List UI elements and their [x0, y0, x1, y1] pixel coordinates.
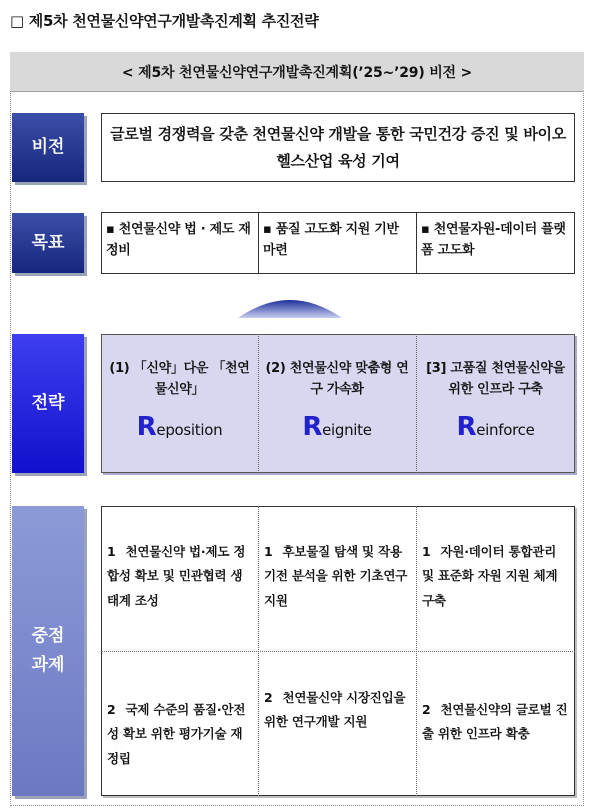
- goal-item: ▪ 천연물자원-데이터 플랫폼 고도화: [416, 212, 575, 274]
- strategy-item: [258, 334, 416, 473]
- task-text: 자원·데이터 통합관리 및 표준화 자원 지원 체계 구축: [422, 544, 558, 608]
- task-item: [258, 540, 416, 613]
- strategy-title: (1) 「신약」다운 「천연물신약」: [109, 360, 250, 397]
- tasks-label-line1: 중점: [31, 626, 65, 647]
- task-item: [416, 540, 575, 613]
- task-number: 2: [107, 702, 116, 717]
- task-item: [416, 698, 575, 747]
- task-text: 후보물질 탐색 및 작용기전 분석을 위한 기초연구 지원: [264, 544, 408, 608]
- task-number: 1: [107, 544, 116, 559]
- task-number: 2: [422, 702, 431, 717]
- task-number: 1: [422, 544, 431, 559]
- goal-label: 목표: [12, 213, 84, 273]
- task-number: 1: [264, 544, 273, 559]
- task-number: 2: [264, 690, 273, 705]
- task-text: 천연물신약 법·제도 정합성 확보 및 민관협력 생태계 조성: [107, 544, 246, 608]
- task-text: 국제 수준의 품질·안전성 확보 위한 평가기술 재정립: [107, 702, 246, 766]
- goal-item: ▪ 천연물신약 법 · 제도 재정비: [101, 212, 259, 274]
- strategy-item: [416, 334, 575, 473]
- strategy-keyword: Reinforce: [456, 411, 535, 442]
- up-arrow-icon: [238, 288, 342, 318]
- tasks-label: [12, 506, 84, 796]
- strategy-label: 전략: [12, 334, 84, 473]
- goal-item: ▪ 품질 고도화 지원 기반 마련: [258, 212, 417, 274]
- strategy-item: [101, 334, 258, 473]
- task-item: [101, 540, 258, 613]
- task-item: [101, 698, 258, 771]
- task-item: [258, 686, 416, 735]
- task-text: 천연물신약의 글로벌 진출 위한 인프라 확충: [422, 702, 568, 742]
- vision-label: 비전: [12, 113, 84, 182]
- divider: [101, 651, 575, 652]
- vision-banner: < 제5차 천연물신약연구개발촉진계획(’25~’29) 비전 >: [10, 52, 584, 92]
- vision-statement: 글로벌 경쟁력을 갖춘 천연물신약 개발을 통한 국민건강 증진 및 바이오헬스산업 육성 기여: [101, 113, 575, 182]
- strategy-keyword: Reposition: [136, 411, 223, 442]
- strategy-title: (2) 천연물신약 맞춤형 연구 가속화: [265, 360, 409, 397]
- strategy-title: [3] 고품질 천연물신약을 위한 인프라 구축: [426, 360, 565, 397]
- task-text: 천연물신약 시장진입을 위한 연구개발 지원: [264, 690, 406, 730]
- page-heading: □ 제5차 천연물신약연구개발촉진계획 추진전략: [10, 12, 319, 30]
- tasks-label-line2: 과제: [31, 655, 65, 675]
- strategy-keyword: Reignite: [302, 411, 372, 442]
